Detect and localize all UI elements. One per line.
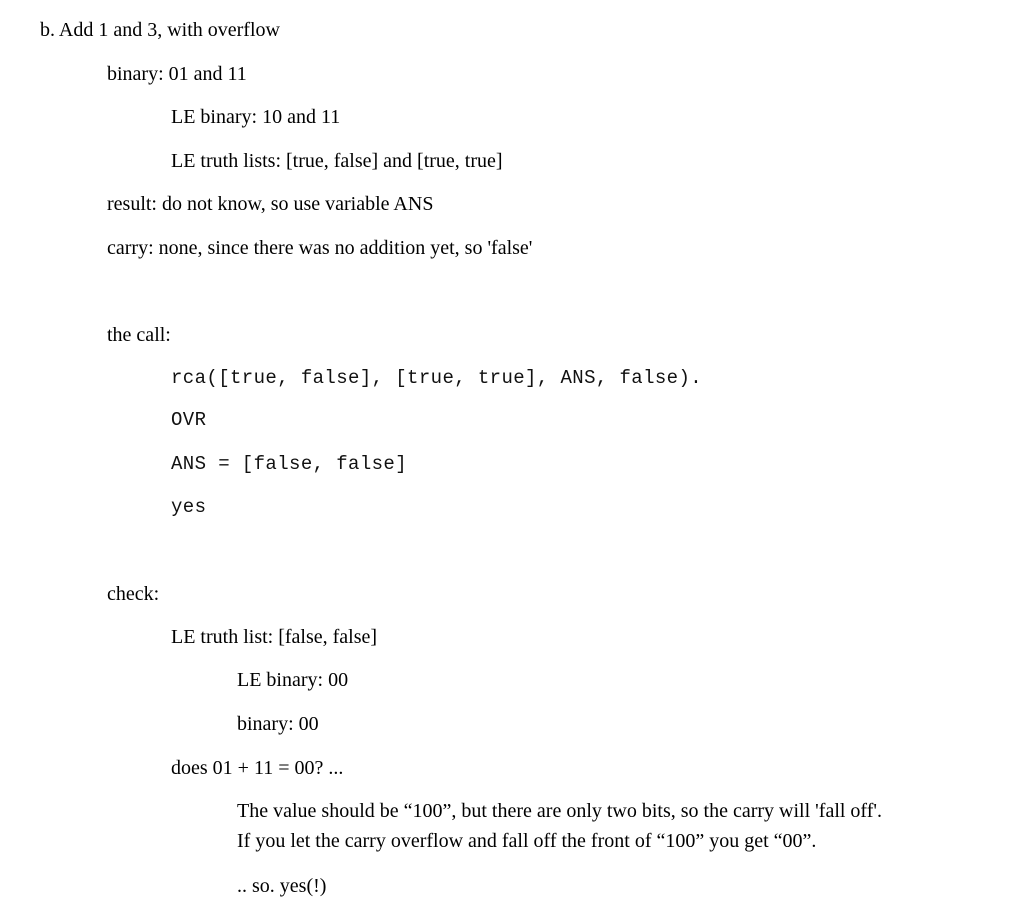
section-heading: b. Add 1 and 3, with overflow <box>40 19 280 41</box>
result-note: result: do not know, so use variable ANS <box>107 193 434 215</box>
check-le-truth-list: LE truth list: [false, false] <box>171 626 378 648</box>
output-yes: yes <box>171 496 207 518</box>
le-binary-inputs: LE binary: 10 and 11 <box>171 106 341 128</box>
check-binary: binary: 00 <box>237 713 319 735</box>
call-label: the call: <box>107 324 171 346</box>
binary-inputs: binary: 01 and 11 <box>107 63 247 85</box>
conclusion: .. so. yes(!) <box>237 875 327 897</box>
check-label: check: <box>107 583 160 605</box>
le-truth-lists: LE truth lists: [true, false] and [true, true] <box>171 150 503 172</box>
prolog-query: rca([true, false], [true, true], ANS, false). <box>171 367 703 389</box>
output-ovr: OVR <box>171 409 207 431</box>
output-ans: ANS = [false, false] <box>171 453 408 475</box>
explanation-line-1: The value should be “100”, but there are only two bits, so the carry will 'fall off'. <box>237 800 882 822</box>
explanation-line-2: If you let the carry overflow and fall off the front of “100” you get “00”. <box>237 830 817 852</box>
carry-note: carry: none, since there was no addition yet, so 'false' <box>107 237 533 259</box>
check-le-binary: LE binary: 00 <box>237 669 349 691</box>
check-question: does 01 + 11 = 00? ... <box>171 757 344 779</box>
